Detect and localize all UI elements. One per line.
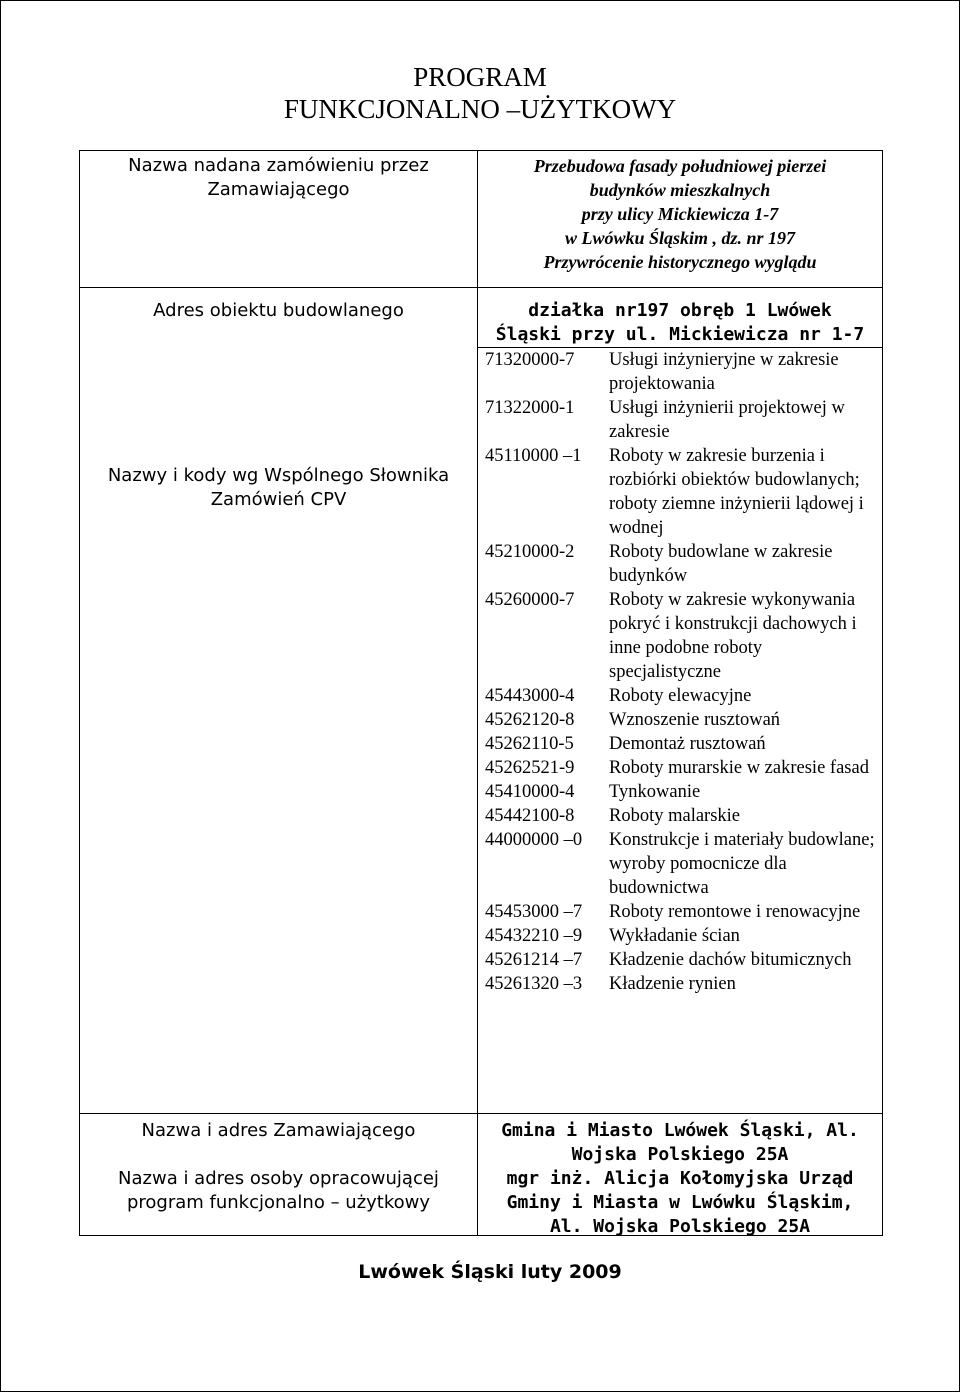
cpv-description: Roboty w zakresie burzenia i rozbiórki obiektów budowlanych; roboty ziemne inżynierii lądowej i wodnej [609, 446, 864, 538]
place-and-date: Lwówek Śląski luty 2009 [358, 1261, 622, 1283]
cpv-description: Roboty remontowe i renowacyjne [609, 902, 861, 922]
cpv-item [485, 732, 877, 756]
cpv-code: 45110000 –1 [485, 446, 582, 466]
cpv-description: Roboty w zakresie wykonywania pokryć i konstrukcji dachowych i inne podobne roboty specjalistyczne [609, 590, 857, 682]
cpv-code: 45262521-9 [485, 758, 575, 778]
order-name-value-line: Przebudowa fasady południowej pierzei [533, 156, 827, 176]
cpv-code: 45262120-8 [485, 710, 575, 730]
ordering-party-value-line: Gmina i Miasto Lwówek Śląski, Al. [501, 1120, 859, 1141]
order-name-label-line: Nazwa nadana zamówieniu przez [128, 155, 429, 176]
cpv-item [485, 348, 877, 396]
cpv-item [485, 756, 877, 780]
order-name-value [478, 154, 882, 274]
cpv-code: 45210000-2 [485, 542, 575, 562]
cpv-description: Wznoszenie rusztowań [609, 710, 781, 730]
address-label: Adres obiektu budowlanego [153, 300, 404, 321]
cpv-code: 45260000-7 [485, 590, 575, 610]
cpv-item [485, 708, 877, 732]
cpv-item [485, 444, 877, 540]
ordering-party-label: Nazwa i adres Zamawiającego [141, 1120, 416, 1141]
cpv-item [485, 972, 877, 996]
address-value-line: Śląski przy ul. Mickiewicza nr 1-7 [495, 324, 865, 345]
author-value-line: mgr inż. Alicja Kołomyjska Urząd [506, 1168, 854, 1189]
cpv-description: Roboty murarskie w zakresie fasad [609, 758, 869, 778]
cpv-label [80, 464, 477, 512]
cpv-item [485, 804, 877, 828]
document-title-line1: PROGRAM [413, 62, 547, 92]
cpv-code: 45261320 –3 [485, 974, 583, 994]
author-label [80, 1167, 477, 1215]
cpv-code: 45432210 –9 [485, 926, 583, 946]
cpv-item [485, 684, 877, 708]
cpv-description: Konstrukcje i materiały budowlane; wyroby pomocnicze dla budownictwa [609, 830, 875, 898]
cpv-code: 44000000 –0 [485, 830, 583, 850]
cpv-item [485, 924, 877, 948]
ordering-party-value-line: Wojska Polskiego 25A [571, 1144, 789, 1165]
cpv-description: Roboty elewacyjne [609, 686, 752, 706]
cpv-item [485, 540, 877, 588]
order-name-value-line: budynków mieszkalnych [589, 180, 771, 200]
order-name-value-line: Przywrócenie historycznego wyglądu [543, 252, 817, 272]
author-value-line: Al. Wojska Polskiego 25A [549, 1216, 811, 1237]
cpv-code: 45261214 –7 [485, 950, 583, 970]
cpv-code: 45443000-4 [485, 686, 575, 706]
cpv-description: Kładzenie rynien [609, 974, 736, 994]
author-value [478, 1167, 882, 1239]
cpv-description: Roboty budowlane w zakresie budynków [609, 542, 833, 586]
cpv-item [485, 396, 877, 444]
cpv-item [485, 588, 877, 684]
cpv-description: Usługi inżynieryjne w zakresie projektowania [609, 350, 839, 394]
cpv-label-line: Zamówień CPV [210, 489, 347, 510]
author-value-line: Gminy i Miasta w Lwówku Śląskim, [506, 1192, 854, 1213]
address-value-line: działka nr197 obręb 1 Lwówek [528, 300, 832, 321]
cpv-item [485, 828, 877, 900]
cpv-description: Usługi inżynierii projektowej w zakresie [609, 398, 845, 442]
cpv-code-list [485, 348, 877, 996]
address-value [478, 299, 882, 347]
cpv-code: 71322000-1 [485, 398, 575, 418]
cpv-item [485, 948, 877, 972]
cpv-code: 45262110-5 [485, 734, 574, 754]
cpv-description: Demontaż rusztowań [609, 734, 766, 754]
document-title-line2: FUNKCJONALNO –UŻYTKOWY [283, 94, 677, 124]
cpv-item [485, 780, 877, 804]
table-row-divider [79, 1113, 883, 1114]
table-row-divider [79, 287, 883, 288]
cpv-description: Roboty malarskie [609, 806, 741, 826]
cpv-code: 45442100-8 [485, 806, 575, 826]
cpv-label-line: Nazwy i kody wg Wspólnego Słownika [107, 465, 450, 486]
cpv-description: Kładzenie dachów bitumicznych [609, 950, 852, 970]
cpv-code: 45453000 –7 [485, 902, 583, 922]
order-name-value-line: w Lwówku Śląskim , dz. nr 197 [564, 228, 796, 248]
cpv-code: 45410000-4 [485, 782, 575, 802]
cpv-item [485, 900, 877, 924]
cpv-description: Tynkowanie [609, 782, 701, 802]
author-label-line: program funkcjonalno – użytkowy [126, 1192, 431, 1213]
order-name-value-line: przy ulicy Mickiewicza 1-7 [581, 204, 779, 224]
cpv-description: Wykładanie ścian [609, 926, 740, 946]
author-label-line: Nazwa i adres osoby opracowującej [118, 1168, 439, 1189]
order-name-label [80, 154, 477, 202]
cpv-code: 71320000-7 [485, 350, 575, 370]
order-name-label-line: Zamawiającego [207, 179, 350, 200]
ordering-party-value [478, 1119, 882, 1167]
